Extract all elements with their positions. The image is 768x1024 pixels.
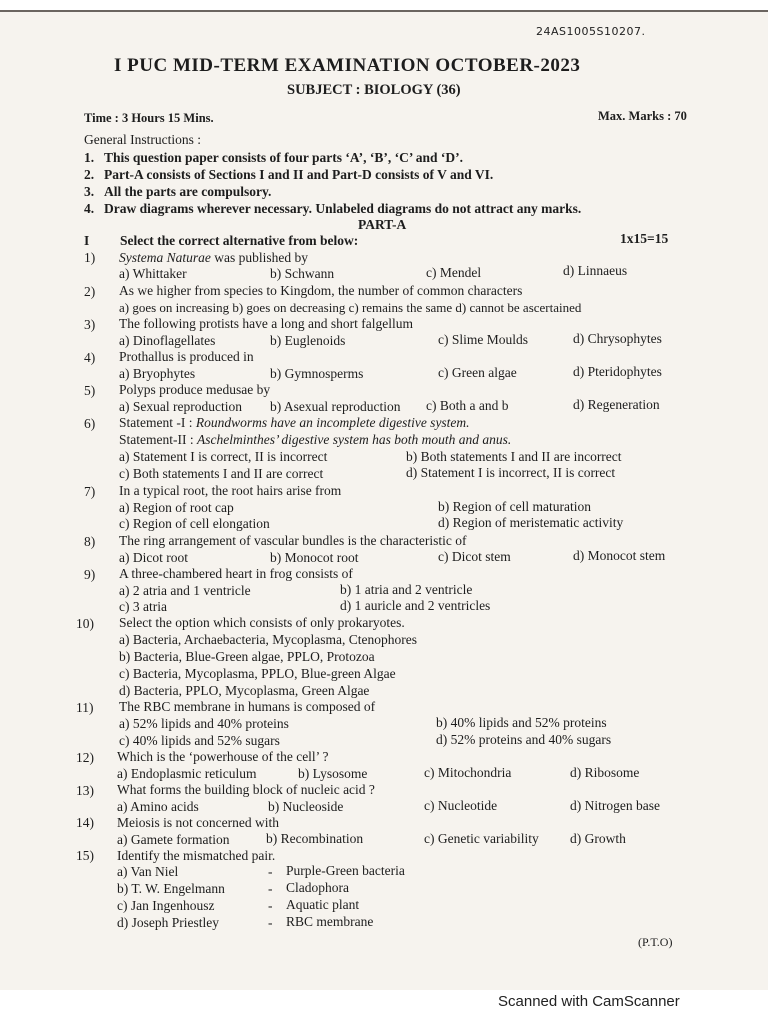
option-c: c) Mitochondria — [424, 765, 512, 780]
question-number: 9) — [84, 567, 96, 582]
option-c: c) Both a and b — [426, 398, 509, 413]
question-number: 1) — [84, 250, 96, 265]
question-number: 13) — [76, 783, 94, 798]
option-a: a) 2 atria and 1 ventricle — [119, 583, 251, 598]
stem-rest: was published by — [214, 250, 308, 265]
option-d: d) Monocot stem — [573, 548, 666, 563]
option-c: c) Dicot stem — [438, 549, 511, 564]
option-b: b) Region of cell maturation — [438, 499, 591, 514]
instruction-text: This question paper consists of four parts ‘A’, ‘B’, ‘C’ and ‘D’. — [104, 150, 464, 165]
statement-1-text: Roundworms have an incomplete digestive system. — [195, 415, 470, 430]
pair-left: d) Joseph Priestley — [117, 915, 219, 930]
question-stem: As we higher from species to Kingdom, the number of common characters — [119, 283, 523, 298]
option-b: b) Recombination — [266, 831, 364, 846]
question-stem: A three-chambered heart in frog consists of — [119, 566, 353, 581]
question-number: 14) — [76, 815, 94, 830]
section-marks: 1x15=15 — [620, 231, 669, 246]
option-b: b) Euglenoids — [270, 333, 346, 348]
statement-2 — [119, 432, 511, 448]
option-a: a) Endoplasmic reticulum — [117, 766, 257, 781]
pair-dash: - — [268, 881, 273, 896]
section-number: I — [84, 233, 90, 248]
option-c: c) Genetic variability — [424, 831, 539, 846]
option-a: a) Bryophytes — [119, 366, 196, 381]
option-d: d) Chrysophytes — [573, 331, 662, 346]
option-a: a) Region of root cap — [119, 500, 234, 515]
question-stem: Polyps produce medusae by — [119, 382, 271, 397]
question-number: 11) — [76, 700, 94, 715]
option-a: a) 52% lipids and 40% proteins — [119, 716, 289, 731]
option-a: a) Dicot root — [119, 550, 188, 565]
time-allowed: Time : 3 Hours 15 Mins. — [84, 111, 214, 125]
question-stem: What forms the building block of nucleic acid ? — [117, 782, 375, 797]
handwritten-register-number: 24AS1005S10207. — [536, 25, 646, 38]
option-d: d) Growth — [570, 831, 626, 846]
option-a: a) Whittaker — [119, 266, 187, 281]
option-d: d) Pteridophytes — [573, 364, 662, 379]
question-number: 12) — [76, 750, 94, 765]
options-line: a) goes on increasing b) goes on decreasing c) remains the same d) cannot be ascertained — [119, 300, 582, 315]
option-d: d) Bacteria, PPLO, Mycoplasma, Green Algae — [119, 683, 370, 698]
option-d: d) Statement I is incorrect, II is correct — [406, 465, 616, 480]
option-d: d) Regeneration — [573, 397, 660, 412]
pair-left: a) Van Niel — [117, 864, 179, 879]
option-a: a) Bacteria, Archaebacteria, Mycoplasma, Ctenophores — [119, 632, 417, 647]
max-marks: Max. Marks : 70 — [598, 109, 687, 123]
section-instruction: Select the correct alternative from below: — [120, 233, 359, 248]
instruction-number: 4. — [84, 201, 95, 216]
question-number: 15) — [76, 848, 94, 863]
pair-dash: - — [268, 915, 273, 930]
option-b: b) Monocot root — [270, 550, 359, 565]
pair-right: Cladophora — [286, 880, 349, 895]
option-c: c) Region of cell elongation — [119, 516, 270, 531]
pair-dash: - — [268, 864, 273, 879]
statement-2-label: Statement-II : — [119, 432, 194, 447]
option-d: d) Linnaeus — [563, 263, 628, 278]
camscanner-watermark: Scanned with CamScanner — [498, 993, 680, 1010]
subject-line: SUBJECT : BIOLOGY (36) — [287, 82, 461, 98]
option-a: a) Amino acids — [117, 799, 199, 814]
question-number: 3) — [84, 317, 96, 332]
statement-1-label: Statement -I : — [119, 415, 193, 430]
exam-paper-sheet — [0, 10, 768, 992]
option-b: b) Lysosome — [298, 766, 368, 781]
question-stem: The following protists have a long and short falgellum — [119, 316, 413, 331]
statement-1 — [119, 415, 470, 431]
option-b: b) Schwann — [270, 266, 335, 281]
question-stem: In a typical root, the root hairs arise from — [119, 483, 342, 498]
option-c: c) Slime Moulds — [438, 332, 528, 347]
question-number: 7) — [84, 484, 96, 499]
option-c: c) Bacteria, Mycoplasma, PPLO, Blue-green Algae — [119, 666, 396, 681]
option-d: d) 52% proteins and 40% sugars — [436, 732, 612, 747]
option-b: b) Asexual reproduction — [270, 399, 401, 414]
option-c: c) 40% lipids and 52% sugars — [119, 733, 280, 748]
instructions-heading: General Instructions : — [84, 132, 201, 147]
question-number: 10) — [76, 616, 94, 631]
stem-italic: Systema Naturae — [119, 250, 211, 265]
instruction-text: Part-A consists of Sections I and II and Part-D consists of V and VI. — [104, 167, 494, 182]
question-stem: The RBC membrane in humans is composed of — [119, 699, 376, 714]
statement-2-text: Aschelminthes’ digestive system has both mouth and anus. — [196, 432, 512, 447]
option-b: b) Gymnosperms — [270, 366, 364, 381]
option-a: a) Dinoflagellates — [119, 333, 216, 348]
pair-dash: - — [268, 898, 273, 913]
option-b: b) Nucleoside — [268, 799, 344, 814]
part-heading: PART-A — [358, 217, 407, 232]
instruction-number: 3. — [84, 184, 95, 199]
option-d: d) Ribosome — [570, 765, 640, 780]
please-turn-over: (P.T.O) — [638, 935, 673, 949]
option-d: d) Nitrogen base — [570, 798, 660, 813]
question-number: 4) — [84, 350, 96, 365]
instruction-text: Draw diagrams wherever necessary. Unlabeled diagrams do not attract any marks. — [104, 201, 582, 216]
option-c: c) 3 atria — [119, 599, 167, 614]
option-d: d) Region of meristematic activity — [438, 515, 624, 530]
question-number: 6) — [84, 416, 96, 431]
instruction-text: All the parts are compulsory. — [104, 184, 272, 199]
option-c: c) Both statements I and II are correct — [119, 466, 324, 481]
pair-right: RBC membrane — [286, 914, 374, 929]
option-b: b) Bacteria, Blue-Green algae, PPLO, Protozoa — [119, 649, 375, 664]
option-a: a) Gamete formation — [117, 832, 230, 847]
scanner-footer — [0, 990, 768, 1024]
pair-left: b) T. W. Engelmann — [117, 881, 225, 896]
option-a: a) Sexual reproduction — [119, 399, 242, 414]
option-b: b) 40% lipids and 52% proteins — [436, 715, 607, 730]
option-a: a) Statement I is correct, II is incorrect — [119, 449, 328, 464]
pair-right: Aquatic plant — [286, 897, 360, 912]
pair-left: c) Jan Ingenhousz — [117, 898, 215, 913]
option-c: c) Nucleotide — [424, 798, 498, 813]
question-stem: Identify the mismatched pair. — [117, 848, 276, 863]
option-b: b) Both statements I and II are incorrect — [406, 449, 622, 464]
question-number: 2) — [84, 284, 96, 299]
question-stem: Prothallus is produced in — [119, 349, 254, 364]
option-d: d) 1 auricle and 2 ventricles — [340, 598, 491, 613]
question-stem: Select the option which consists of only prokaryotes. — [119, 615, 405, 630]
option-c: c) Green algae — [438, 365, 517, 380]
question-stem: Which is the ‘powerhouse of the cell’ ? — [117, 749, 329, 764]
question-number: 5) — [84, 383, 96, 398]
option-b: b) 1 atria and 2 ventricle — [340, 582, 473, 597]
question-number: 8) — [84, 534, 96, 549]
question-stem: Meiosis is not concerned with — [117, 815, 279, 830]
question-stem: The ring arrangement of vascular bundles is the characteristic of — [119, 533, 467, 548]
pair-right: Purple-Green bacteria — [286, 863, 405, 878]
exam-title: I PUC MID-TERM EXAMINATION OCTOBER-2023 — [114, 55, 581, 76]
instruction-number: 1. — [84, 150, 95, 165]
instruction-number: 2. — [84, 167, 95, 182]
option-c: c) Mendel — [426, 265, 482, 280]
question-stem — [119, 250, 308, 266]
